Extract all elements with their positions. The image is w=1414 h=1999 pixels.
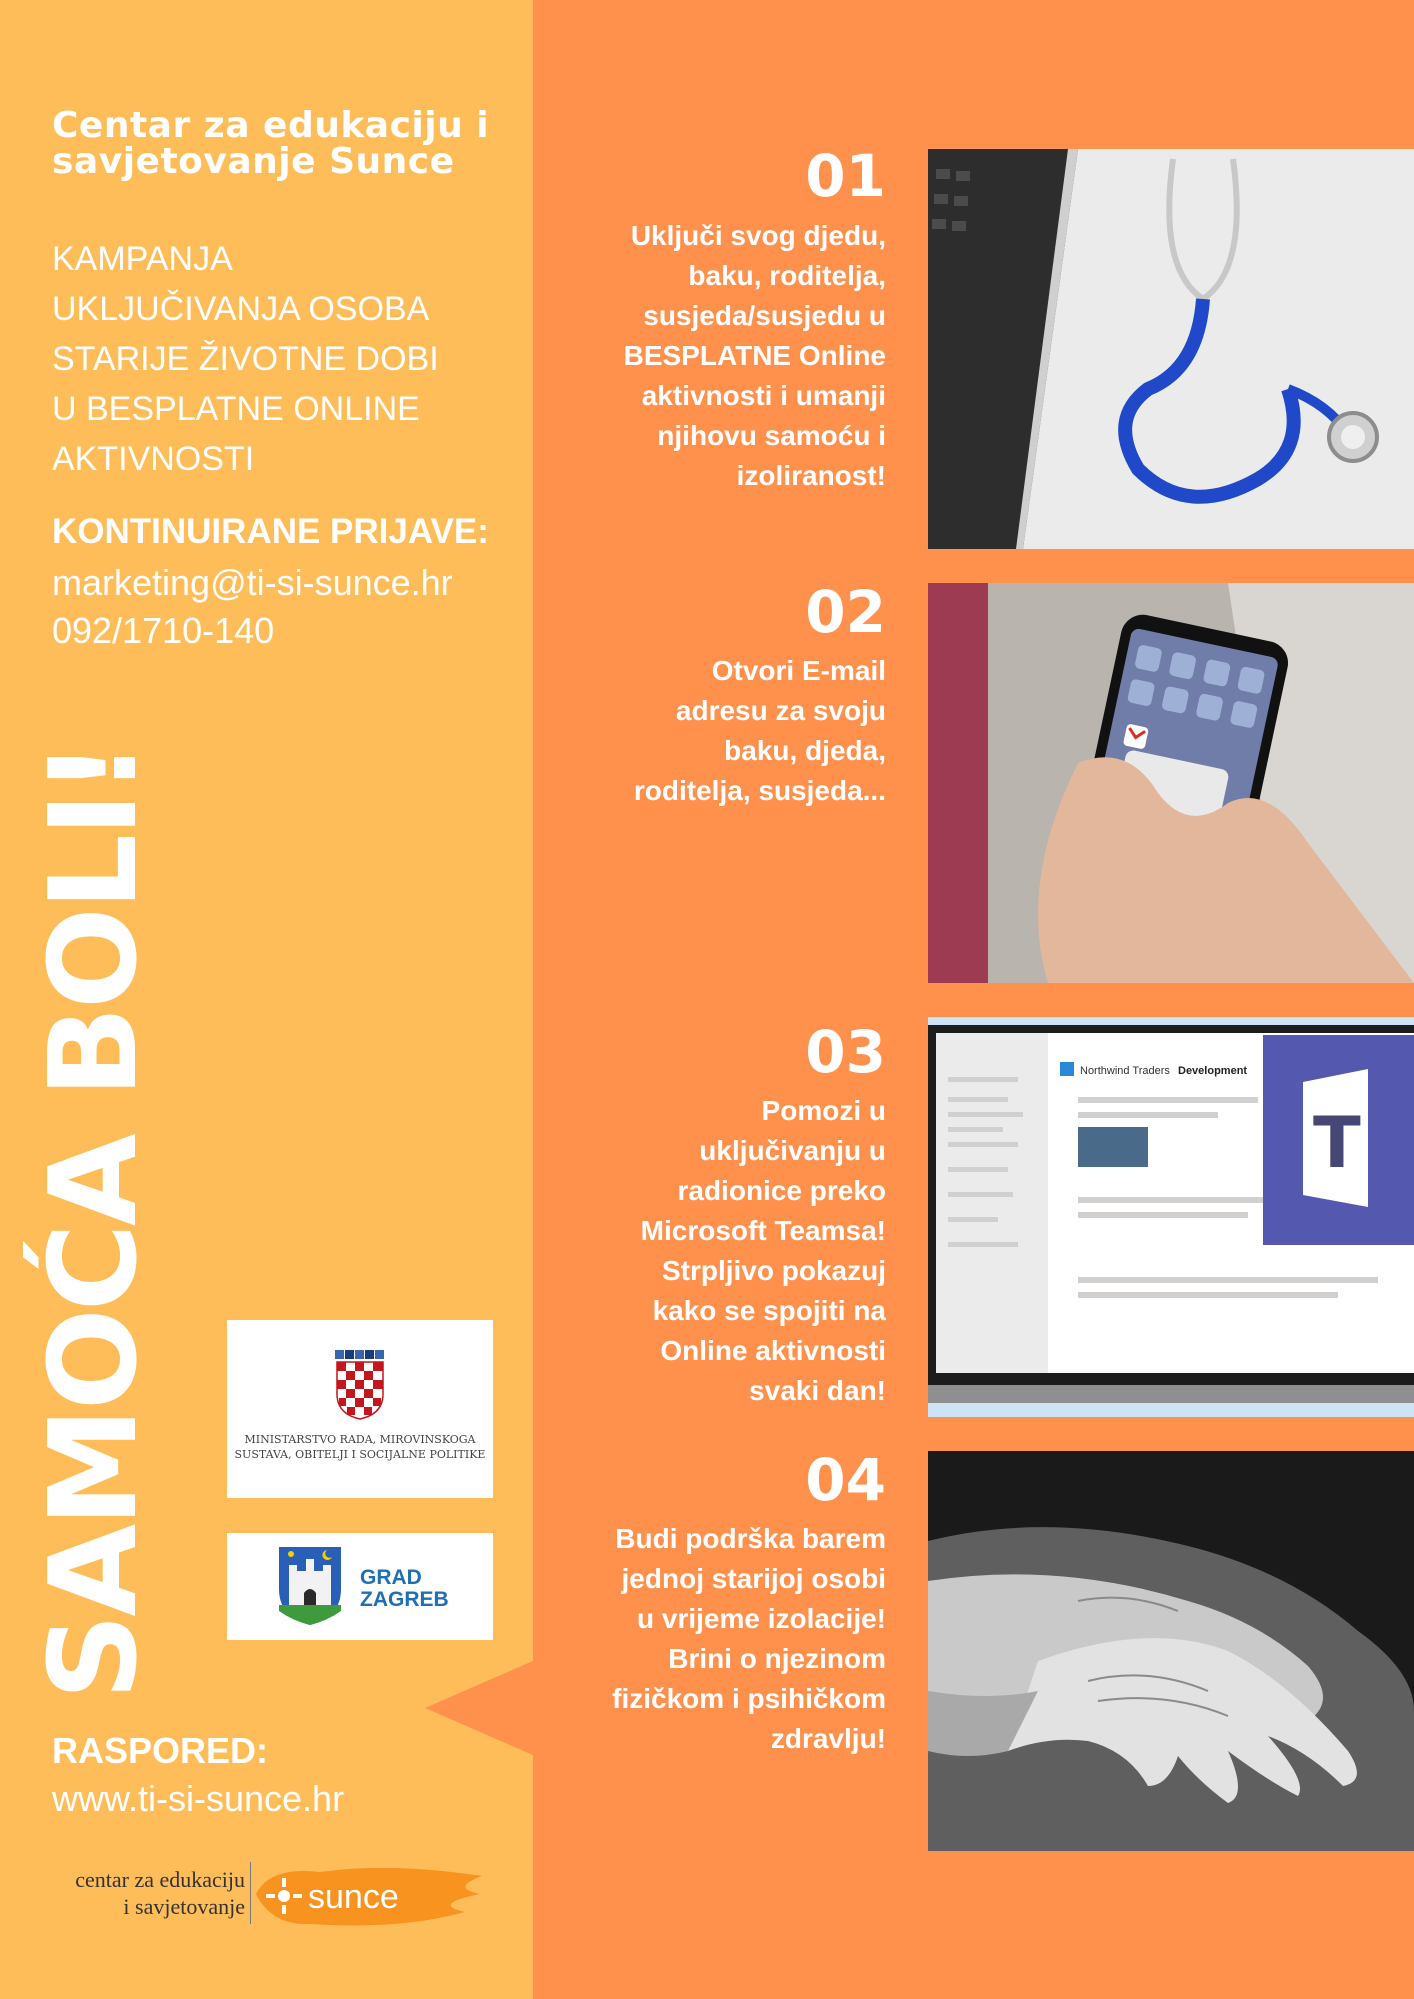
footer-line: i savjetovanje — [123, 1894, 245, 1919]
step-line: jednoj starijoj osobi — [621, 1563, 886, 1594]
step-number: 03 — [805, 1018, 886, 1086]
elderly-hands-photo — [928, 1451, 1414, 1851]
step-text — [641, 1091, 886, 1411]
sunce-logo — [250, 1854, 490, 1934]
step-line: roditelja, susjeda... — [633, 775, 886, 806]
org-name-line: Centar za edukaciju i — [52, 105, 490, 146]
step-line: Pomozi u — [761, 1095, 886, 1126]
step-line: Uključi svog djedu, — [630, 220, 886, 251]
zagreb-coat-of-arms-icon — [277, 1545, 343, 1627]
zagreb-line: ZAGREB — [360, 1588, 449, 1611]
step-line: Strpljivo pokazuj — [661, 1255, 886, 1286]
step-line: baku, djeda, — [724, 735, 886, 766]
step-line: svaki dan! — [749, 1375, 886, 1406]
step-line: zdravlju! — [770, 1723, 886, 1754]
step-number: 02 — [805, 578, 886, 646]
sunce-brand-text: sunce — [308, 1878, 399, 1916]
ministry-logo — [227, 1320, 493, 1498]
step-line: aktivnosti i umanji — [641, 380, 886, 411]
step-line: Microsoft Teamsa! — [640, 1215, 886, 1246]
schedule-label: RASPORED: — [52, 1730, 269, 1771]
grad-zagreb-logo — [227, 1533, 493, 1640]
step-line: fizičkom i psihičkom — [612, 1683, 886, 1714]
step-line: Otvori E-mail — [711, 655, 886, 686]
step-line: susjeda/susjedu u — [643, 300, 886, 331]
step-line: BESPLATNE Online — [623, 340, 886, 371]
step-line: baku, roditelja, — [688, 260, 886, 291]
step-line: izoliranost! — [736, 460, 886, 491]
step-line: u vrijeme izolacije! — [637, 1603, 886, 1634]
step-line: Brini o njezinom — [668, 1643, 886, 1674]
step-line: Online aktivnosti — [660, 1335, 886, 1366]
ministry-line: SUSTAVA, OBITELJI I SOCIJALNE POLITIKE — [234, 1448, 486, 1461]
microsoft-teams-photo — [928, 1017, 1414, 1417]
step-line: njihovu samoću i — [657, 420, 886, 451]
contact-label: KONTINUIRANE PRIJAVE: — [52, 512, 489, 551]
panel-pointer — [425, 1660, 535, 1756]
teams-channel-name: Development — [1178, 1065, 1248, 1077]
vertical-title: SAMOĆA BOLI! — [25, 743, 164, 1700]
footer-org-name — [48, 1866, 245, 1920]
campaign-line: U BESPLATNE ONLINE — [52, 390, 420, 428]
step-line: Budi podrška barem — [615, 1523, 886, 1554]
campaign-line: KAMPANJA — [52, 240, 233, 278]
step-line: uključivanju u — [699, 1135, 886, 1166]
step-number: 04 — [805, 1446, 886, 1514]
croatian-coat-of-arms-icon — [333, 1350, 387, 1420]
teams-logo-letter: T — [1313, 1102, 1361, 1184]
smartphone-photo — [928, 583, 1414, 983]
step-text — [612, 1519, 886, 1759]
step-line: radionice preko — [677, 1175, 886, 1206]
ministry-line: MINISTARSTVO RADA, MIROVINSKOGA — [244, 1433, 476, 1446]
step-text — [624, 216, 886, 496]
org-name-line: savjetovanje Sunce — [52, 141, 455, 182]
teams-team-name: Northwind Traders — [1080, 1065, 1170, 1077]
contact-email[interactable]: marketing@ti-si-sunce.hr — [52, 562, 453, 603]
step-number: 01 — [805, 142, 886, 210]
zagreb-line: GRAD — [360, 1566, 422, 1589]
footer-line: centar za edukaciju — [75, 1867, 245, 1892]
step-text — [634, 651, 886, 811]
zagreb-name — [360, 1567, 449, 1611]
contact-phone[interactable]: 092/1710-140 — [52, 610, 275, 651]
stethoscope-photo — [928, 149, 1414, 549]
organization-name — [52, 105, 502, 182]
campaign-line: STARIJE ŽIVOTNE DOBI — [52, 340, 439, 378]
campaign-line: UKLJUČIVANJA OSOBA — [52, 290, 430, 328]
step-line: adresu za svoju — [675, 695, 886, 726]
campaign-line: AKTIVNOSTI — [52, 440, 255, 478]
step-line: kako se spojiti na — [652, 1295, 886, 1326]
ministry-name — [227, 1432, 493, 1462]
schedule-link[interactable]: www.ti-si-sunce.hr — [52, 1778, 345, 1819]
campaign-title — [52, 234, 492, 484]
